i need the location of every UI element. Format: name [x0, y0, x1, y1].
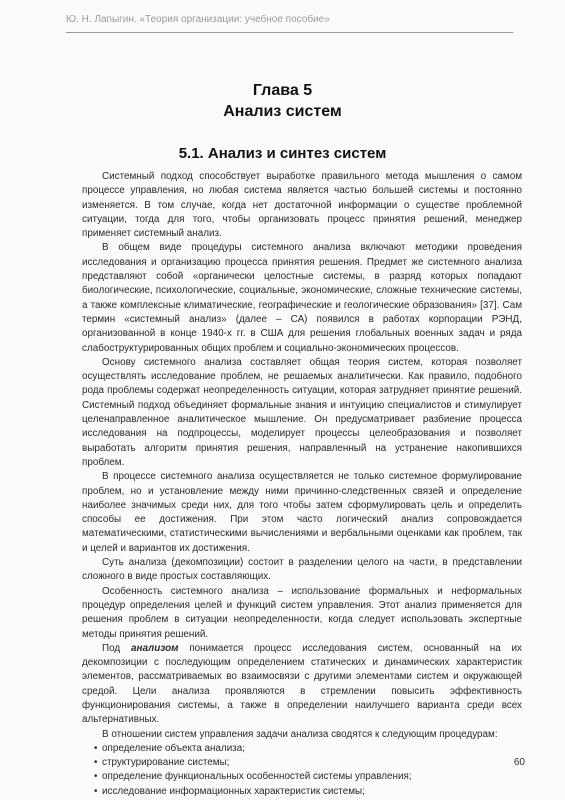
bullet-icon: •	[94, 785, 98, 797]
body-text	[82, 170, 522, 799]
list-item: • определение объекта анализа;	[82, 742, 522, 756]
paragraph: Системный подход способствует выработке правильного метода мышления о самом процессе управления, но любая система является частью большей системы и постоянно изменяется. В том случае, когда нет достаточной информации о существе проблемной ситуации, тогда для того, чтобы организовать процесс принятия решений, менеджер применяет системный анализ.	[82, 171, 522, 240]
bullet-icon: •	[94, 742, 98, 754]
paragraph: Основу системного анализа составляет общая теория систем, которая позволяет осуществлять исследование проблем, не решаемых аналитически. Как правило, подобного рода проблемы содержат неопределенность ситуации, которая затрудняет принятие решений. Системный подход объединяет формальные знания и интуицию специалистов и стимулирует целенаправленное аналитическое мышление. Он предусматривает разбиение процесса исследования на подпроцессы, моделирует процессы целеобразования и позволяет выработать алгоритм принятия решения, направленный на устранение накопившихся проблем.	[82, 356, 522, 468]
chapter-title: Анализ систем	[223, 103, 342, 120]
section-heading: 5.1. Анализ и синтез систем	[178, 145, 387, 162]
page-number: 60	[513, 757, 525, 768]
list-item: • структурирование системы;	[82, 756, 522, 770]
list-intro: В отношении систем управления задачи анализа сводятся к следующим процедурам:	[102, 728, 498, 740]
bullet-icon: •	[94, 757, 98, 769]
paragraph: Суть анализа (декомпозиции) состоит в разделении целого на части, в представлении сложного в виде простых составляющих.	[82, 557, 522, 583]
definition-paragraph	[82, 642, 522, 728]
defined-term: анализом	[130, 642, 179, 654]
list-item: • определение функциональных особенностей системы управления;	[82, 770, 522, 784]
definition-prefix: Под	[102, 642, 131, 654]
definition-text: понимается процесс исследования систем, основанный на их декомпозиции с последующим определением статических и динамических характеристик элементов, рассматриваемых во взаимосвязи с другими элементами систем и окружающей средой. Цели анализа проявляются в стремлении повысить эффективность функционирования системы, а также в определении наилучшего варианта среди всех альтернативных.	[82, 642, 522, 726]
list-item: • исследование информационных характеристик системы;	[82, 785, 522, 799]
bullet-icon: •	[94, 771, 98, 783]
paragraph: В процессе системного анализа осуществляется не только системное формулирование проблем, но и установление между ними причинно-следственных связей и определение наиболее значимых среди них, для того чтобы затем сформулировать цель и определить способы ее достижения. При этом часто логический анализ сопровождается математическими, статистическими вычислениями и вербальными оценками как проблем, так и целей и вариантов их достижения.	[82, 471, 522, 554]
header-rule	[66, 32, 513, 33]
chapter-number: Глава 5	[252, 82, 313, 99]
procedure-list	[82, 742, 522, 799]
paragraph: Особенность системного анализа – использование формальных и неформальных процедур определения целей и функций систем управления. Этот анализ применяется для решения проблем в ситуации неопределенности, когда следует использовать экспертные методы принятия решений.	[82, 585, 522, 640]
running-header: Ю. Н. Лапыгин. «Теория организации: учебное пособие»	[66, 14, 330, 25]
paragraph: В общем виде процедуры системного анализа включают методики проведения исследования и организацию процесса принятия решения. Предмет же системного анализа представляют собой «органически целостные системы, в разряд которых попадают биологические, психологические, социальные, экономические, сложные технические системы, а также комплексные климатические, географические и геологические образования» [37]. Сам термин «системный анализ» (далее – СА) появился в работах корпорации РЭНД, организованной в конце 1940-х гг. в США для решения глобальных военных задач и ряда слабоструктурированных общих проблем и социально-экономических процессов.	[82, 242, 522, 354]
chapter-heading	[0, 80, 565, 122]
